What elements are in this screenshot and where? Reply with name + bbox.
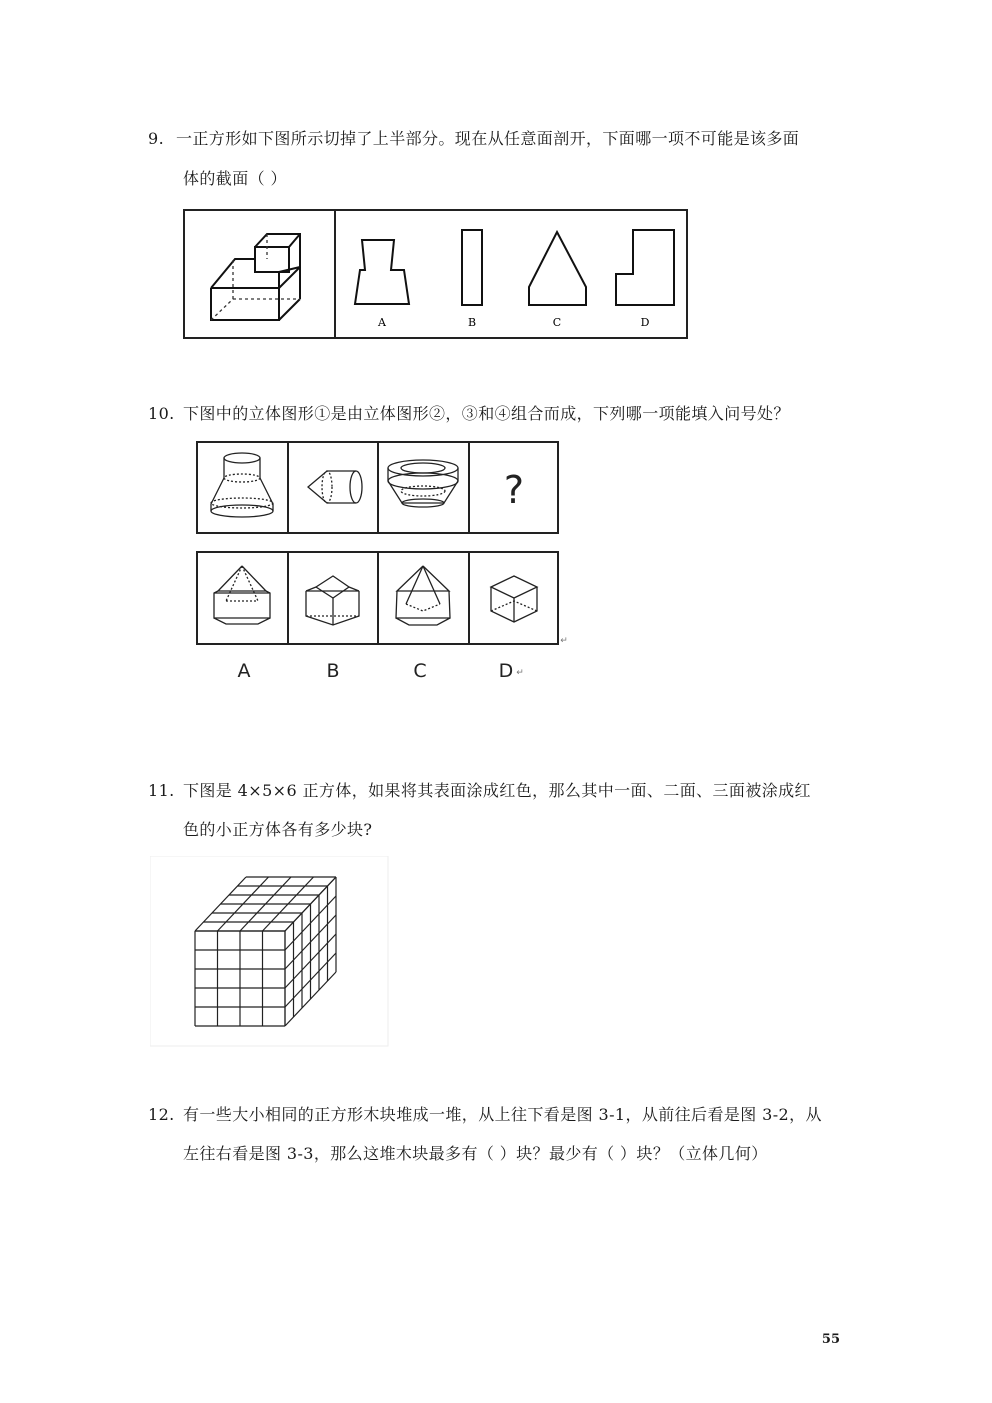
- q9-option-b-shape: [462, 230, 482, 305]
- q10-shape-3: [388, 460, 458, 507]
- q9-option-d-label: D: [640, 316, 650, 329]
- q9-line-2: 体的截面（ ）: [183, 169, 287, 188]
- q12-number: 12.: [148, 1105, 175, 1124]
- q10-shape-2: [308, 471, 362, 503]
- q9-option-b-label: B: [467, 316, 477, 329]
- q12-line-2: 左往右看是图 3-3，那么这堆木块最多有（ ）块？最少有（ ）块？（立体几何）: [183, 1144, 768, 1163]
- q9-figure: [183, 209, 689, 340]
- q10-option-d-shape: [491, 576, 537, 622]
- q11-cuboid-figure: [150, 856, 390, 1048]
- q9-option-c-label: C: [552, 316, 562, 329]
- q11-line-2: 色的小正方体各有多少块?: [183, 820, 373, 839]
- q12-line-1: 有一些大小相同的正方形木块堆成一堆，从上往下看是图 3-1，从前往后看是图 3-2，从: [183, 1105, 822, 1124]
- page-number: 55: [821, 1332, 840, 1347]
- q11-line-1: 下图是 4×5×6 正方体，如果将其表面涂成红色，那么其中一面、二面、三面被涂成红: [183, 781, 811, 800]
- q9-option-d-shape: [616, 230, 674, 305]
- q10-option-c-label: C: [413, 660, 427, 682]
- q10-option-c-shape: [396, 566, 450, 625]
- q10-return-mark: ↵: [560, 636, 568, 646]
- q10-number: 10.: [148, 404, 175, 423]
- q11-number: 11.: [148, 781, 175, 800]
- q9-option-a-label: A: [378, 316, 386, 329]
- q9-number: 9.: [148, 129, 165, 148]
- q10-shape-1: [211, 453, 273, 517]
- q10-option-a-label: A: [237, 660, 251, 682]
- q10-option-a-shape: [214, 566, 270, 624]
- q10-option-b-label: B: [326, 660, 340, 682]
- q10-line-1: 下图中的立体图形①是由立体图形②，③和④组合而成，下列哪一项能填入问号处？: [183, 404, 790, 423]
- q10-figure: [196, 441, 568, 686]
- q9-option-a-shape: [355, 240, 409, 304]
- q9-option-c-shape: [529, 232, 586, 305]
- q10-option-d-label: D: [498, 660, 514, 682]
- q10-option-d-return-mark: ↵: [516, 668, 524, 678]
- q9-line-1: 一正方形如下图所示切掉了上半部分。现在从任意面剖开，下面哪一项不可能是该多面: [176, 129, 800, 148]
- q10-option-b-shape: [306, 576, 359, 625]
- q10-question-mark: ?: [503, 468, 525, 512]
